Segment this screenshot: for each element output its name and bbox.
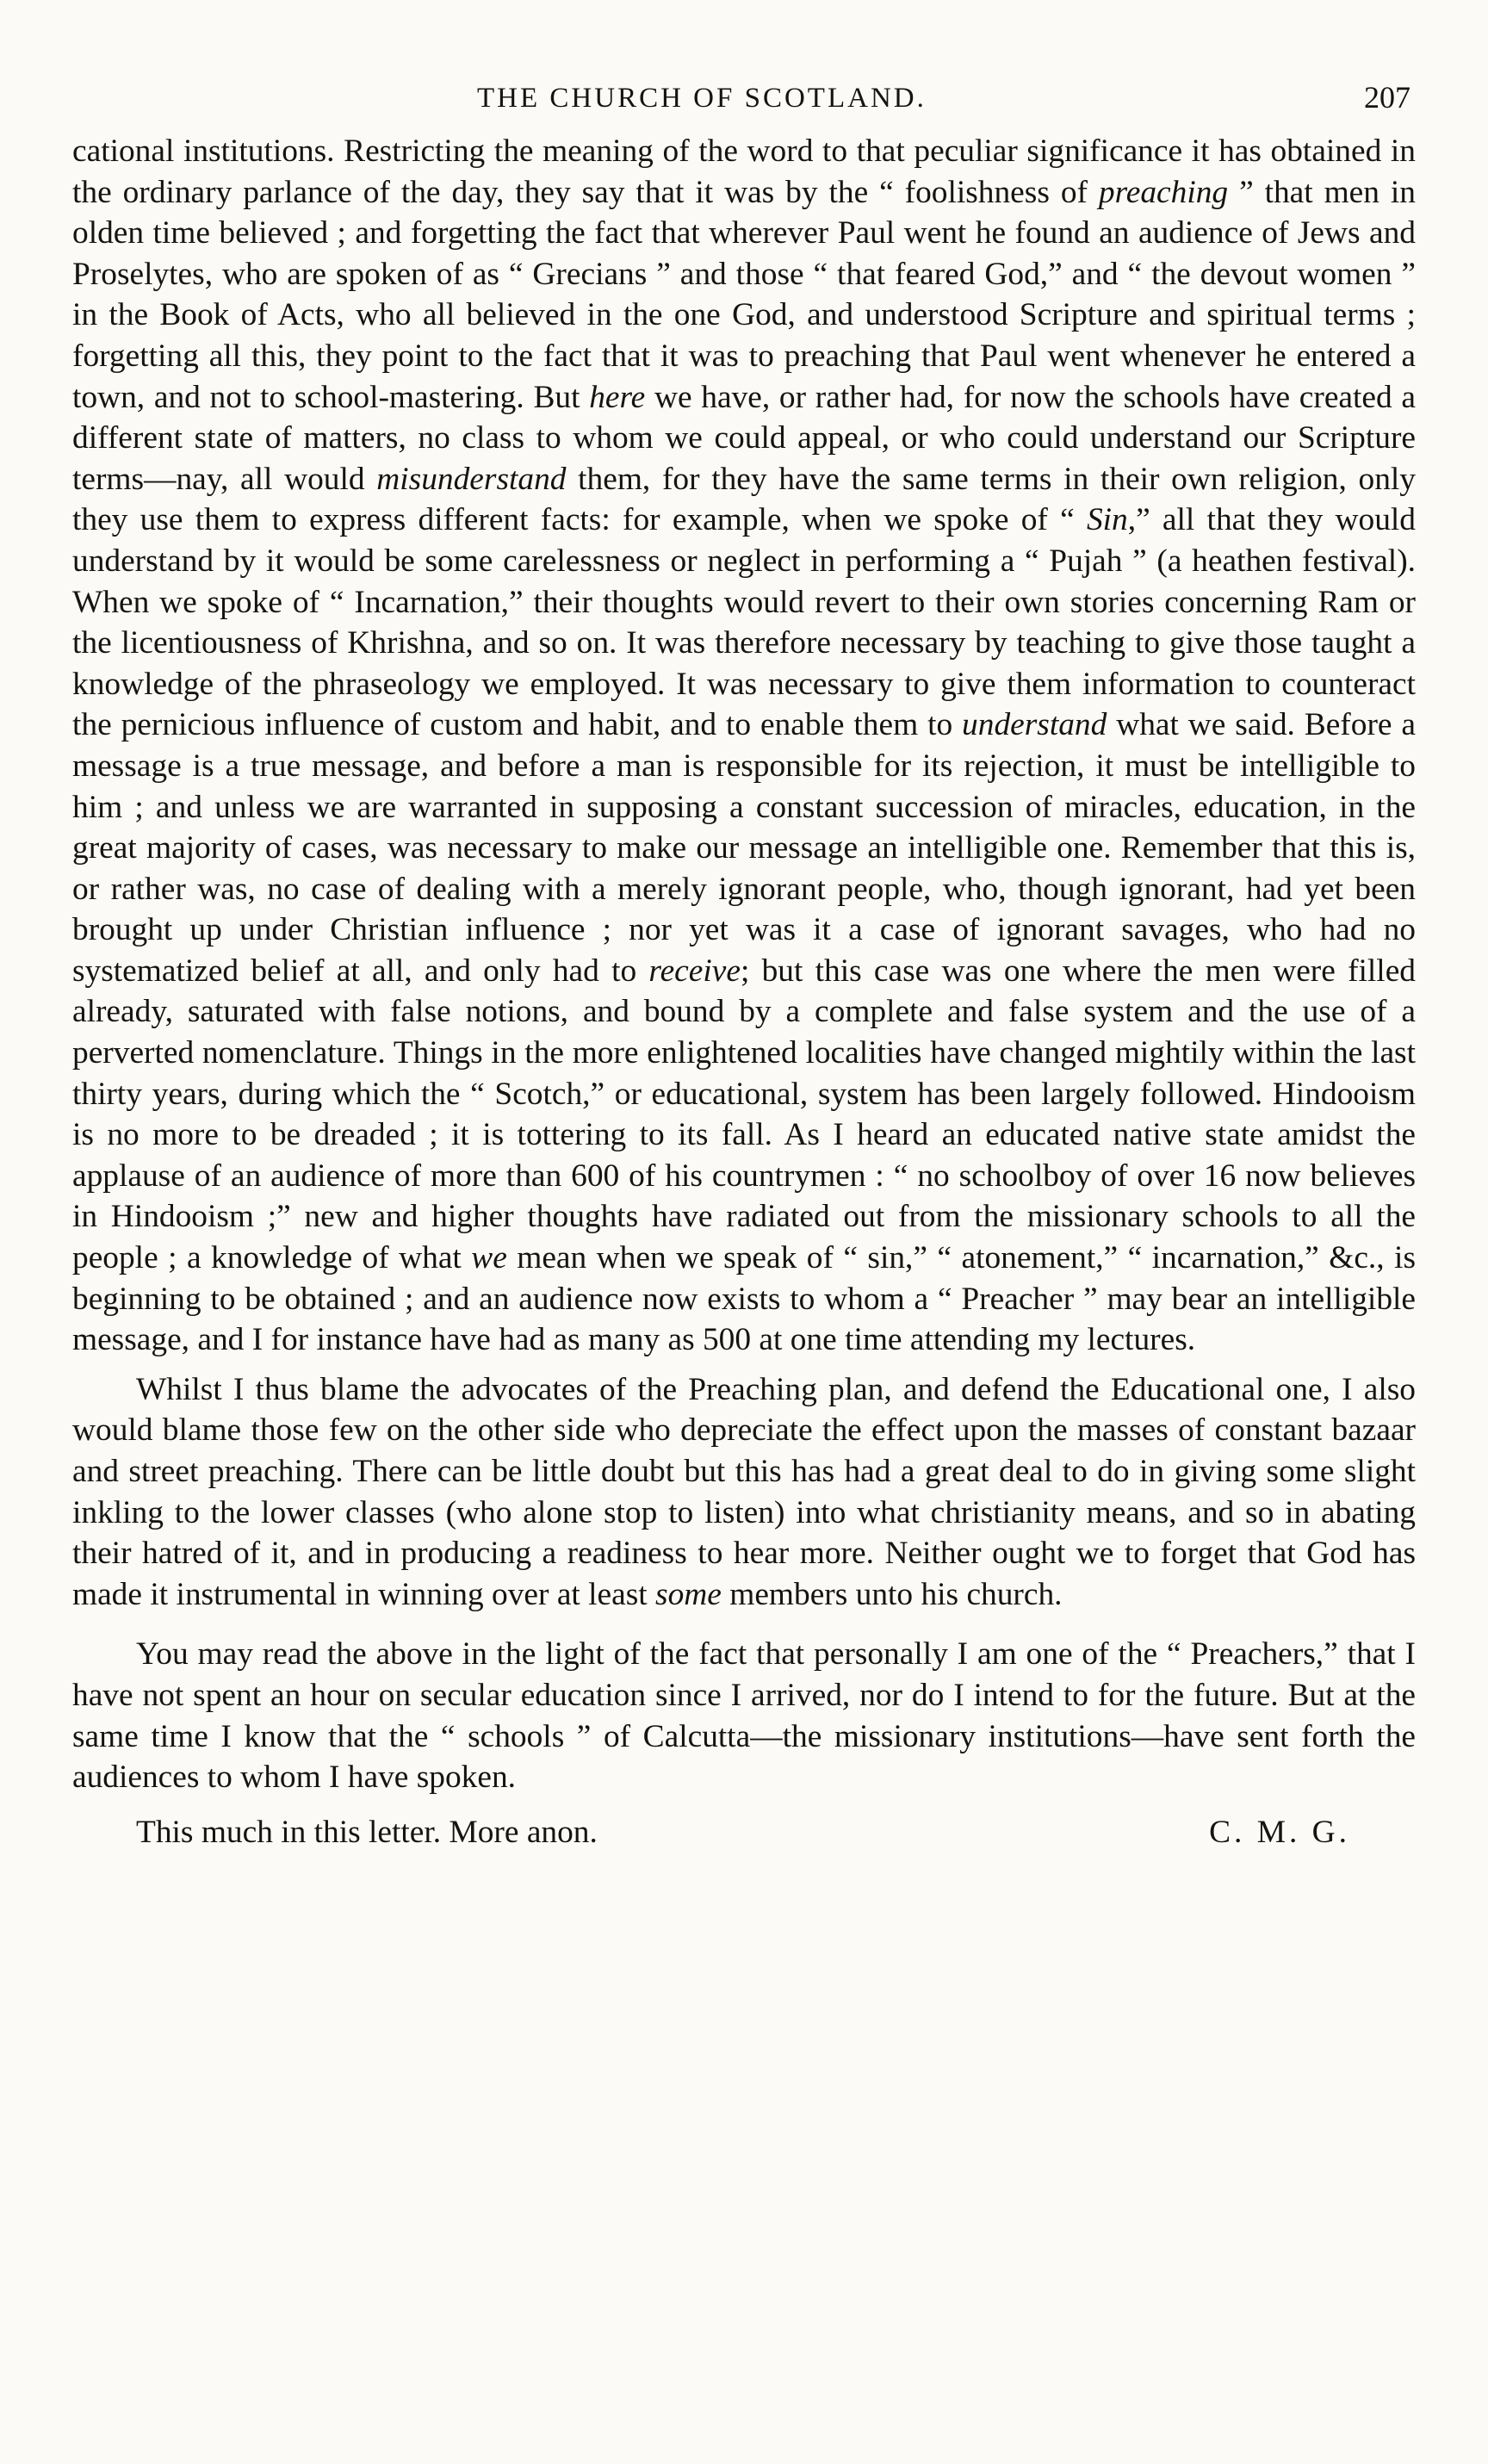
text-segment: we have, or rather had, for now the schools have created a different state of matters, no class to whom we could appeal, or who could understand our Scripture terms—nay, all would (72, 379, 1417, 497)
letter-closing (72, 1814, 1416, 1857)
text-segment-italic: some (655, 1576, 722, 1612)
text-segment-italic: misunderstand (376, 461, 567, 497)
paragraph-2 (72, 1369, 1416, 1616)
text-segment: Whilst I thus blame the advocates of the Preaching plan, and defend the Educational one, I also would blame those few on the other side who depreciate the effect upon the masses of constant bazaar and street preaching. There can be little doubt but this has had a great deal to do in giving some slight inkling to the lower classes (who alone stop to listen) into what christianity means, and so in abating their hatred of it, and in producing a readiness to hear more. Neither ought we to forget that God has made it instrumental in winning over at least (72, 1371, 1416, 1612)
text-segment-italic: receive (648, 953, 741, 989)
signature: C. M. G. (1209, 1814, 1350, 1850)
running-header (72, 79, 1416, 131)
text-segment: ,” all that they would understand by it would be some carelessness or neglect in performing a “ Pujah ” (a heathen festival). When we spoke of “ Incarnation,” their thoughts would revert to their own stories concerning Ram or the licentiousness of Khrishna, and so on. It was therefore necessary by teaching to give those taught a knowledge of the phraseology we employed. It was necessary to give them information to counteract the pernicious influence of custom and habit, and to enable them to (72, 502, 1416, 743)
text-segment: mean when we speak of “ sin,” “ atonement,” “ incarnation,” &c., is beginning to be obtained ; and an audience now exists to whom a “ Preacher ” may bear an intelligible message, and I for instance have had as many as 500 at one time attending my lectures. (72, 1240, 1416, 1358)
article-body (72, 131, 1416, 1798)
text-segment-italic: Sin (1086, 502, 1128, 538)
running-title: THE CHURCH OF SCOTLAND. (477, 83, 927, 114)
text-segment: them, for they have the same terms in their own religion, only they use them to express different facts: for example, when we spoke of “ (72, 461, 1416, 538)
text-segment-italic: preaching (1098, 174, 1229, 210)
text-segment-italic: understand (962, 707, 1107, 743)
paragraph-3 (72, 1634, 1416, 1797)
text-segment: ” that men in olden time believed ; and forgetting the fact that wherever Paul went he found an audience of Jews and Proselytes, who are spoken of as “ Grecians ” and those “ that feared God,” and “ the devout women ” in the Book of Acts, who all believed in the one God, and understood Scripture and spiritual terms ; forgetting all this, they point to the fact that it was to preaching that Paul went whenever he entered a town, and not to school-mastering. But (72, 174, 1416, 415)
text-segment: what we said. Before a message is a true message, and before a man is responsible for its rejection, it must be intelligible to him ; and unless we are warranted in supposing a constant succession of miracles, education, in the great majority of cases, was necessary to make our message an intelligible one. Remember that this is, or rather was, no case of dealing with a merely ignorant people, who, though ignorant, had yet been brought up under Christian influence ; nor yet was it a case of ignorant savages, who had no systematized belief at all, and only had to (72, 707, 1416, 989)
text-segment-italic: here (589, 379, 646, 415)
text-segment: cational institutions. Restricting the meaning of the word to that peculiar significance it has obtained in the ordinary parlance of the day, they say that it was by the “ foolishness of (72, 133, 1416, 210)
closing-line: This much in this letter. More anon. (136, 1814, 598, 1850)
document-page (72, 79, 1416, 1857)
text-segment-italic: we (471, 1240, 507, 1276)
text-segment: ; but this case was one where the men were filled already, saturated with false notions, and bound by a complete and false system and the use of a perverted nomenclature. Things in the more enlightened localities have changed mightily within the last thirty years, during which the “ Scotch,” or educational, system has been largely followed. Hindooism is no more to be dreaded ; it is tottering to its fall. As I heard an educated native state amidst the applause of an audience of more than 600 of his countrymen : “ no schoolboy of over 16 now believes in Hindooism ;” new and higher thoughts have radiated out from the missionary schools to all the people ; a knowledge of what (72, 953, 1416, 1276)
text-segment: members unto his church. (721, 1576, 1063, 1612)
page-number: 207 (1364, 80, 1410, 115)
paragraph-1 (72, 131, 1416, 1361)
text-segment: You may read the above in the light of the fact that personally I am one of the “ Preachers,” that I have not spent an hour on secular education since I arrived, nor do I intend to for the future. But at the same time I know that the “ schools ” of Calcutta—the missionary institutions—have sent forth the audiences to whom I have spoken. (72, 1636, 1416, 1796)
